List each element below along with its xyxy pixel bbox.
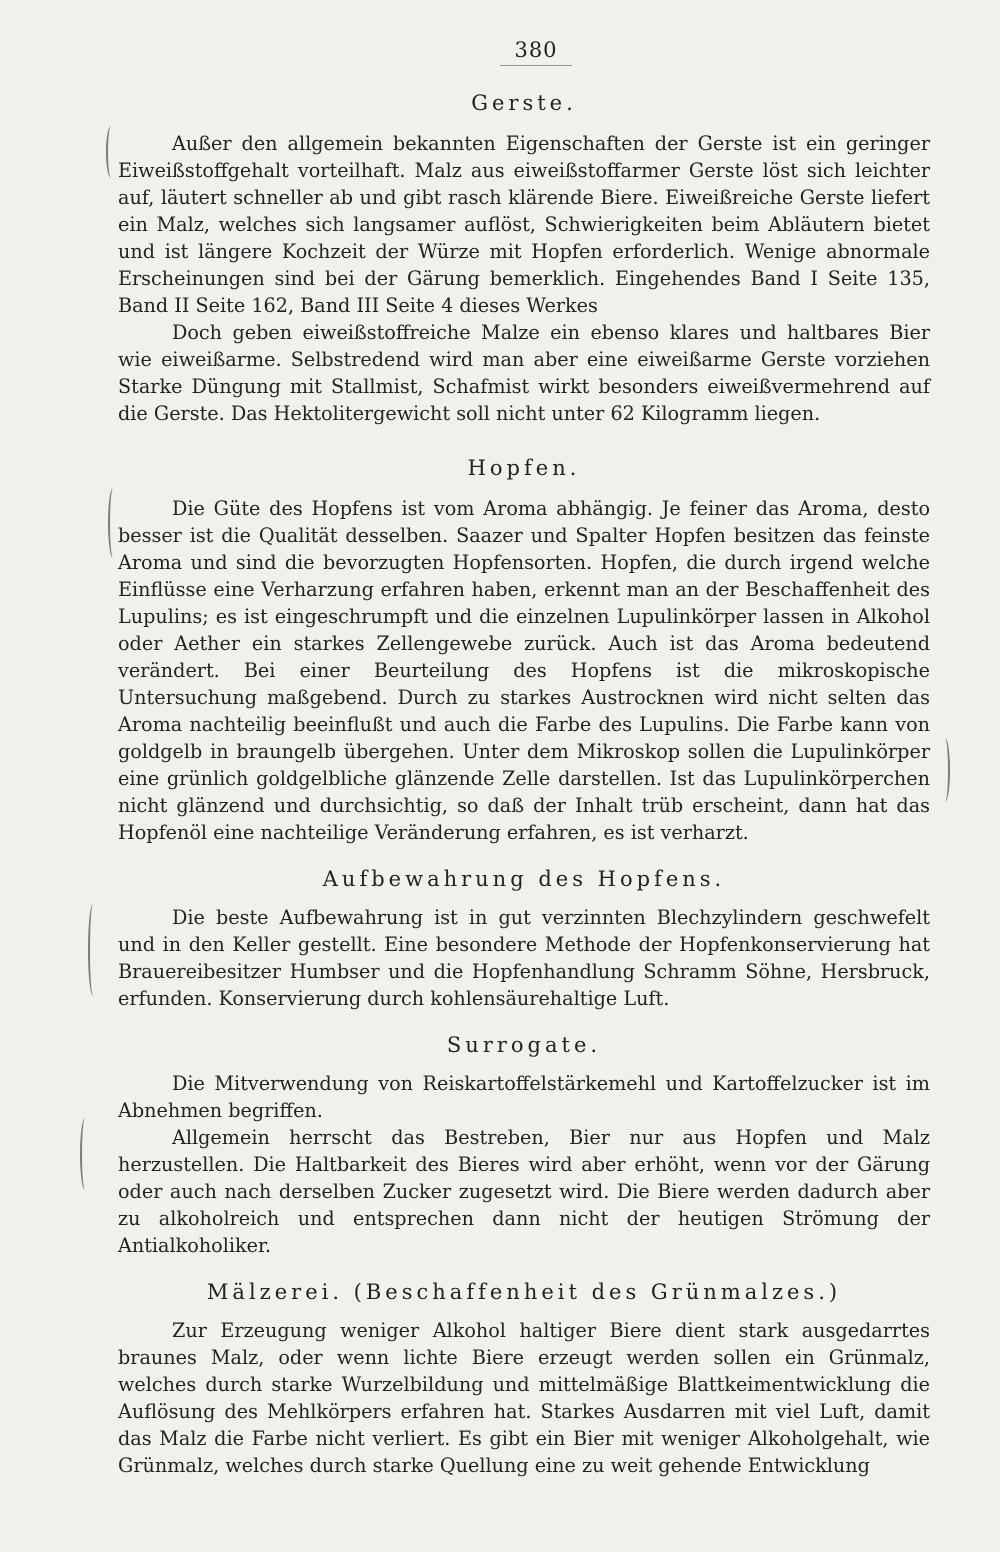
paragraph: Die Güte des Hopfens ist vom Aroma abhängig. Je feiner das Aroma, desto besser ist die Qualität desselben. Saazer und Spalter Hopfen besitzen das feinste Aroma und sind die bevorzugten Hopfensorten. Hopfen, die durch irgend welche Einflüsse eine Verharzung erfahren haben, erkennt man an der Beschaffenheit des Lupulins; es ist eingeschrumpft und die einzelnen Lupulinkörper lassen in Alkohol oder Aether ein starkes Zellengewebe zurück. Auch ist das Aroma bedeutend verändert. Bei einer Beurteilung des Hopfens ist die mikroskopische Untersuchung maßgebend. Durch zu starkes Austrocknen wird nicht selten das Aroma nachteilig beeinflußt und auch die Farbe des Lupulins. Die Farbe kann von goldgelb in braungelb übergehen. Unter dem Mikroskop sollen die Lupulinkörper eine grünlich goldgelbliche glänzende Zelle darstellen. Ist das Lupulinkörperchen nicht glänzend und durchsichtig, so daß der Inhalt trüb erscheint, dann hat das Hopfenöl eine nachteilige Veränderung erfahren, es ist verharzt. <box>118 497 930 844</box>
section-heading-aufbewahrung: Aufbewahrung des Hopfens. <box>322 867 726 891</box>
paragraph: Die Mitverwendung von Reiskartoffelstärkemehl und Kartoffelzucker ist im Abnehmen begriffen. <box>118 1072 930 1122</box>
paragraph: Allgemein herrscht das Bestreben, Bier nur aus Hopfen und Malz herzustellen. Die Haltbarkeit des Bieres wird aber erhöht, wenn vor der Gärung oder auch nach derselben Zucker zugesetzt wird. Die Biere werden dadurch aber zu alkoholreich und entsprechen dann nicht der heutigen Strömung der Antialkoholiker. <box>118 1126 930 1257</box>
paragraph: Doch geben eiweißstoffreiche Malze ein ebenso klares und haltbares Bier wie eiweißarme. Selbstredend wird man aber eine eiweißarme Gerste vorziehen Starke Düngung mit Stallmist, Schafmist wirkt besonders eiweißvermehrend auf die Gerste. Das Hektolitergewicht soll nicht unter 62 Kilogramm liegen. <box>118 321 930 425</box>
section-heading-gerste: Gerste. <box>471 91 577 115</box>
page-number: 380 <box>500 38 572 66</box>
section-heading-surrogate: Surrogate. <box>446 1033 602 1057</box>
document-body <box>118 88 930 1479</box>
margin-mark <box>80 1118 90 1190</box>
margin-mark <box>88 904 98 996</box>
paragraph: Außer den allgemein bekannten Eigenschaften der Gerste ist ein geringer Eiweißstoffgehalt vorteilhaft. Malz aus eiweißstoffarmer Gerste löst sich leichter auf, läutert schneller ab und gibt rasch klärende Biere. Eiweißreiche Gerste liefert ein Malz, welches sich langsamer auflöst, Schwierigkeiten beim Abläutern bietet und ist längere Kochzeit der Würze mit Hopfen erforderlich. Wenige abnormale Erscheinungen sind bei der Gärung bemerklich. Eingehendes Band I Seite 135, Band II Seite 162, Band III Seite 4 dieses Werkes <box>118 132 930 317</box>
margin-mark <box>106 126 116 178</box>
margin-mark <box>940 738 950 802</box>
section-heading-maelzerei: Mälzerei. (Beschaffenheit des Grünmalzes.) <box>206 1280 842 1304</box>
section-heading-hopfen: Hopfen. <box>467 456 581 480</box>
paragraph: Zur Erzeugung weniger Alkohol haltiger Biere dient stark ausgedarrtes braunes Malz, oder wenn lichte Biere erzeugt werden sollen ein Grünmalz, welches durch starke Wurzelbildung und mittelmäßige Blattkeimentwicklung die Auflösung des Mehlkörpers erfahren hat. Starkes Ausdarren mit viel Luft, damit das Malz die Farbe nicht verliert. Es gibt ein Bier mit weniger Alkoholgehalt, wie Grünmalz, welches durch starke Quellung eine zu weit gehende Entwicklung <box>118 1319 930 1477</box>
paragraph: Die beste Aufbewahrung ist in gut verzinnten Blechzylindern geschwefelt und in den Keller gestellt. Eine besondere Methode der Hopfenkonservierung hat Brauereibesitzer Humbser und die Hopfenhandlung Schramm Söhne, Hersbruck, erfunden. Konservierung durch kohlensäurehaltige Luft. <box>118 906 930 1010</box>
margin-mark <box>108 488 118 558</box>
